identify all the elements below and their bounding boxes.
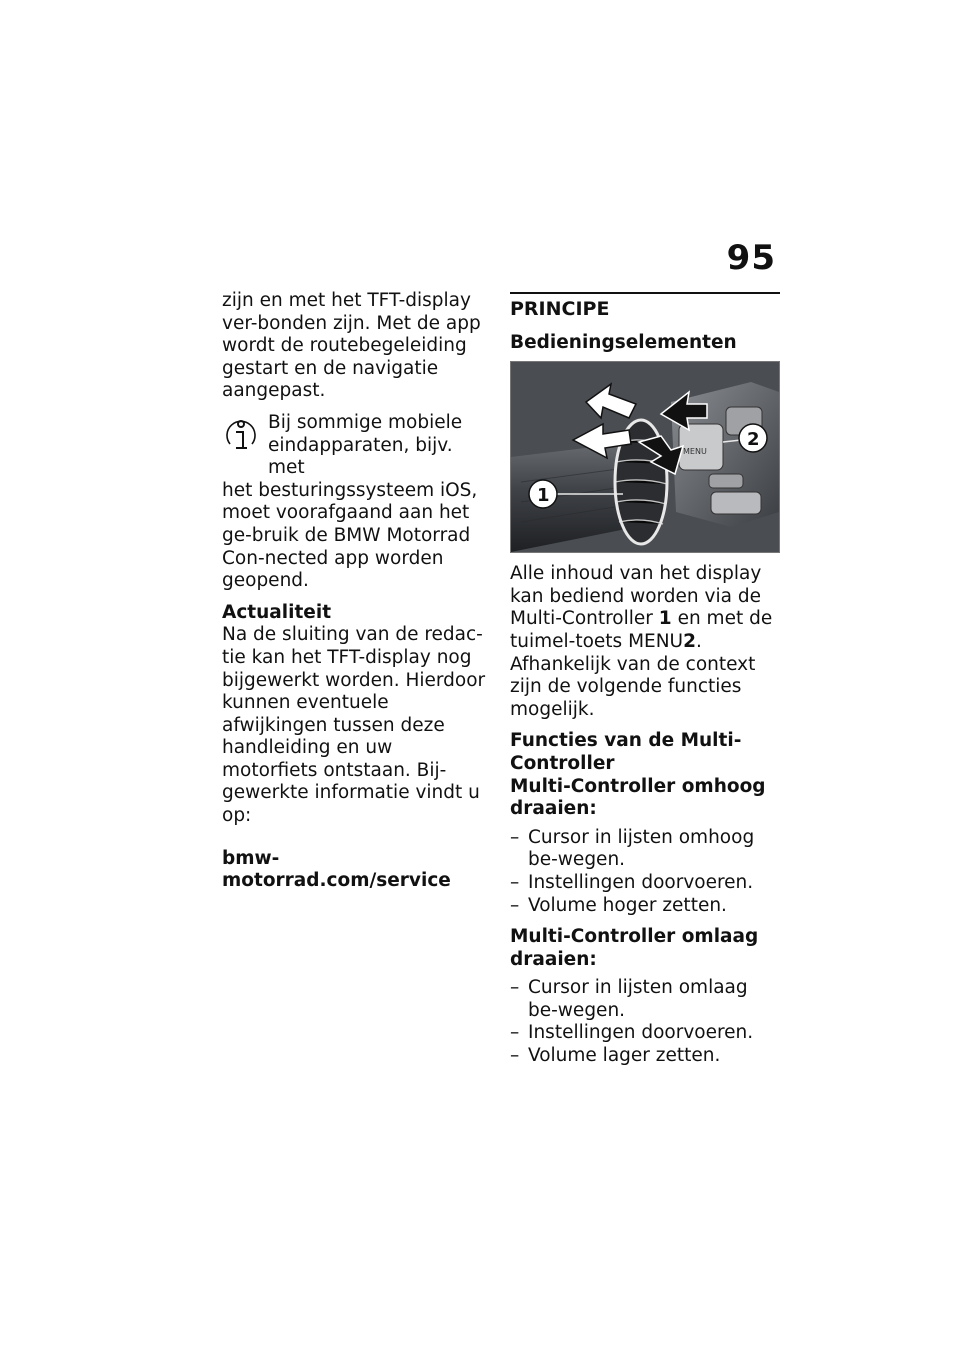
list-item: – Instellingen doorvoeren. <box>510 1022 780 1045</box>
handlebar-controls-figure <box>510 361 780 553</box>
omhoog-list <box>510 827 780 917</box>
actualiteit-heading: Actualiteit <box>222 601 332 623</box>
list-item: – Volume lager zetten. <box>510 1045 780 1068</box>
omlaag-heading: Multi-Controller omlaag draaien: <box>510 926 759 970</box>
info-note <box>222 412 490 593</box>
lower-button <box>711 492 761 514</box>
controls-subheading: Bedieningselementen <box>510 331 737 353</box>
info-icon <box>224 414 258 454</box>
functies-heading: Functies van de Multi-Controller <box>510 730 742 774</box>
right-column <box>510 292 780 1077</box>
intro-paragraph: zijn en met het TFT-display ver-bonden zijn. Met de app wordt de routebegeleiding gestart en de navigatie aangepast. <box>222 290 481 402</box>
callout-2-label: 2 <box>747 429 760 451</box>
list-item: – Volume hoger zetten. <box>510 895 780 918</box>
callout-1-label: 1 <box>537 485 550 507</box>
small-button <box>709 474 743 488</box>
service-url[interactable]: bmw-motorrad.com/service <box>222 847 451 892</box>
controls-desc-ref-2: 2 <box>683 630 696 652</box>
info-line-1: Bij sommige mobiele <box>268 411 463 433</box>
section-rule <box>510 292 780 321</box>
handlebar-illustration <box>511 362 779 552</box>
menu-button-label: MENU <box>683 447 707 457</box>
page-number: 95 <box>726 238 776 278</box>
omlaag-list <box>510 977 780 1067</box>
section-title: PRINCIPE <box>510 298 610 320</box>
omhoog-heading: Multi-Controller omhoog draaien: <box>510 775 766 820</box>
controls-desc-part-b: en met de tuimel-toets MENU <box>510 608 773 652</box>
actualiteit-text: Na de sluiting van de redac-tie kan het TFT-display nog bijgewerkt worden. Hierdoor kunnen eventuele afwijkingen tussen deze handleiding en uw motorfiets ontstaan. Bij-gewerkte informatie vindt u op: <box>222 624 486 827</box>
info-text: het besturingssysteem iOS, moet voorafgaand aan het ge-bruik de BMW Motorrad Con-nected app worden geopend. <box>222 479 478 592</box>
info-line-2: eindapparaten, bijv. met <box>268 434 453 479</box>
list-item: – Cursor in lijsten omhoog be-wegen. <box>510 827 780 872</box>
controls-desc-part-c: . <box>695 630 702 652</box>
context-paragraph: Afhankelijk van de context zijn de volgende functies mogelijk. <box>510 653 756 720</box>
left-column <box>222 290 490 893</box>
list-item: – Instellingen doorvoeren. <box>510 872 780 895</box>
list-item: – Cursor in lijsten omlaag be-wegen. <box>510 977 780 1022</box>
controls-desc-part-a: Alle inhoud van het display kan bediend worden via de Multi-Controller <box>510 563 762 630</box>
controls-desc-ref-1: 1 <box>658 608 672 630</box>
controls-description <box>510 563 780 653</box>
